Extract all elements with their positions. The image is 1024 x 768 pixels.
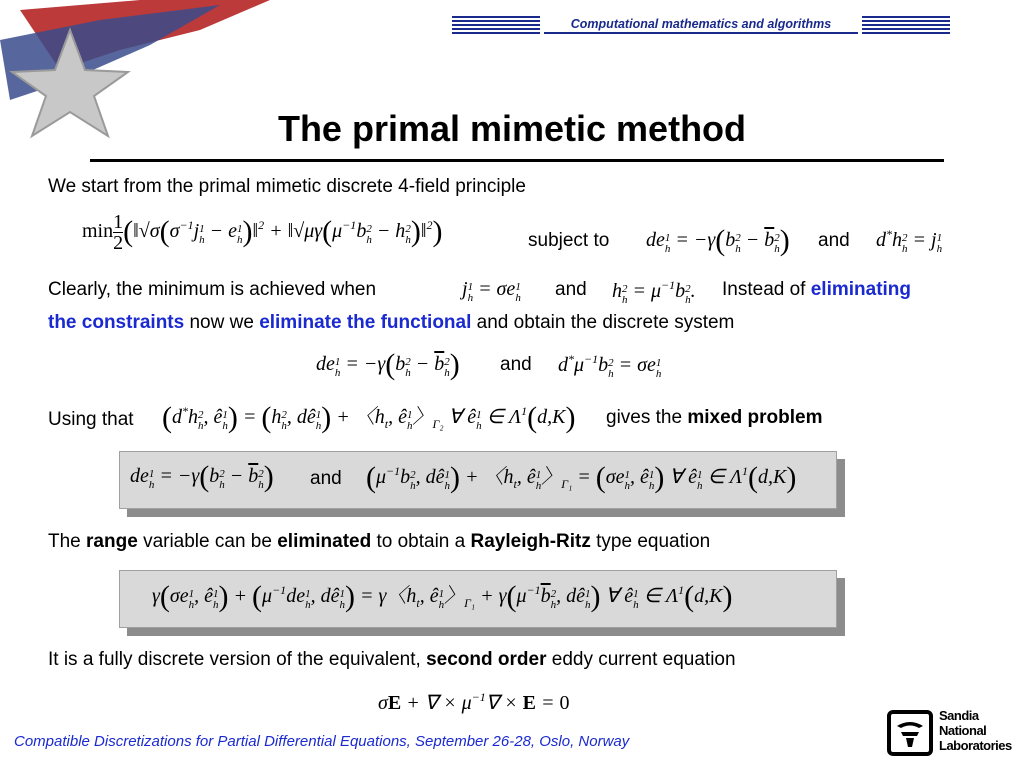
variable-can-be-text: variable can be xyxy=(143,531,272,552)
integration-by-parts-formula: (d*h 2 h , ê 1 h ) = (h 2 h , dê 1 h ) + 〈$h_t$, ê 1 h 〉$_{\Gamma_2}$ ∀ ê 1 h ∈ $\Lambda^1(d,K)$ xyxy=(162,401,576,434)
eliminate-functional-text: eliminate the functional xyxy=(259,312,472,333)
eddy-line xyxy=(48,649,736,671)
slide-title: The primal mimetic method xyxy=(277,108,747,149)
rayleigh-ritz-box xyxy=(119,570,837,628)
the-constraints-text: the constraints xyxy=(48,312,185,333)
mixed-problem-box xyxy=(119,451,837,509)
gives-the-text: gives the xyxy=(606,407,683,428)
sandia-logo xyxy=(887,708,1017,758)
mixed-problem-formula-2: ($\mu^{-1}b$ 2 h , dê 1 h ) + 〈$h_t$, ê 1 h 〉$_{\Gamma_1}$ = (σe 1 h , ê 1 h ) ∀ ê 1 h ∈ $\Lambda^1(d,K)$ xyxy=(366,461,797,494)
and-text-3: and xyxy=(500,354,532,375)
the-text: The xyxy=(48,531,81,552)
eliminated-text: eliminated xyxy=(277,531,372,552)
it-is-text: It is a fully discrete version of the equivalent, xyxy=(48,649,421,670)
intro-text: We start from the primal mimetic discrete 4-field principle xyxy=(48,176,526,197)
sandia-line-3: Laboratories xyxy=(939,738,1012,753)
now-we-text: now we xyxy=(189,312,254,333)
and-text-4: and xyxy=(310,468,342,489)
constraint-1-formula: de 1 h = −γ(b 2 h − $\overline{b}$ 2 h ) xyxy=(646,224,790,257)
sandia-thunderbird-icon xyxy=(887,710,933,756)
min-functional-formula: min $\frac{1}{2}$ ($‖√\sigma(\sigma^{-1}j$ 1 h − e 1 h )‖$^2$ + $‖√\mu\gamma(\mu^{-1}b$ 2 h − h 2 h )‖$^2$) xyxy=(82,211,443,254)
instead-line xyxy=(722,279,911,301)
minimum-condition-2: h 2 h = $\mu^{-1}b$ 2 h . xyxy=(612,278,696,306)
gives-line xyxy=(606,407,822,429)
to-obtain-a-text: to obtain a xyxy=(376,531,466,552)
obtain-system-text: and obtain the discrete system xyxy=(476,312,735,333)
footer-text: Compatible Discretizations for Partial Differential Equations, September 26-28, Oslo, Norway xyxy=(14,733,630,750)
range-line xyxy=(48,531,710,553)
sandia-line-1: Sandia xyxy=(939,708,979,723)
using-that-text: Using that xyxy=(48,409,134,430)
minimum-condition-1: j 1 h = σe 1 h xyxy=(462,278,521,304)
header-stripes-right xyxy=(862,16,950,34)
sandia-line-2: National xyxy=(939,723,987,738)
header-stripes-left xyxy=(452,16,540,34)
rayleigh-ritz-text: Rayleigh-Ritz xyxy=(470,531,591,552)
range-text: range xyxy=(86,531,138,552)
sandia-wordmark xyxy=(939,708,1012,753)
constraints-line xyxy=(48,312,734,334)
discrete-system-formula-1: de 1 h = −γ(b 2 h − $\overline{b}$ 2 h ) xyxy=(316,348,460,381)
rayleigh-ritz-formula: γ(σe 1 h , ê 1 h ) + ($\mu^{-1}de$ 1 h , dê 1 h ) = γ〈$h_t$, ê 1 h 〉$_{\Gamma_1} + \gamma(\mu^{-1}\overline{b}$ 2 h , dê 1 h ) ∀ ê 1 h ∈ $\Lambda^1(d,K)$ xyxy=(152,580,733,613)
mixed-problem-formula-1: de 1 h = −γ(b 2 h − $\overline{b}$ 2 h ) xyxy=(130,460,274,493)
instead-of-text: Instead of xyxy=(722,279,806,300)
title-rule xyxy=(90,159,944,162)
eddy-current-text: eddy current equation xyxy=(551,649,736,670)
eddy-current-formula: σE + ∇ × $\mu^{-1}\nabla \times E = 0$ xyxy=(378,690,570,714)
header-title: Computational mathematics and algorithms xyxy=(570,17,832,31)
header-band xyxy=(452,14,950,36)
header-rule xyxy=(544,32,858,34)
constraint-2-formula: d*h 2 h = j 1 h xyxy=(876,227,943,255)
discrete-system-formula-2: $d^*\mu^{-1}b$ 2 h = σe 1 h xyxy=(558,352,662,380)
subject-to-text: subject to xyxy=(528,230,610,251)
eliminating-text: eliminating xyxy=(810,279,912,300)
mixed-problem-text: mixed problem xyxy=(687,407,823,428)
type-equation-text: type equation xyxy=(596,531,711,552)
and-text-1: and xyxy=(818,230,850,251)
and-text-2: and xyxy=(555,279,587,300)
second-order-text: second order xyxy=(426,649,547,670)
clearly-text: Clearly, the minimum is achieved when xyxy=(48,279,377,300)
